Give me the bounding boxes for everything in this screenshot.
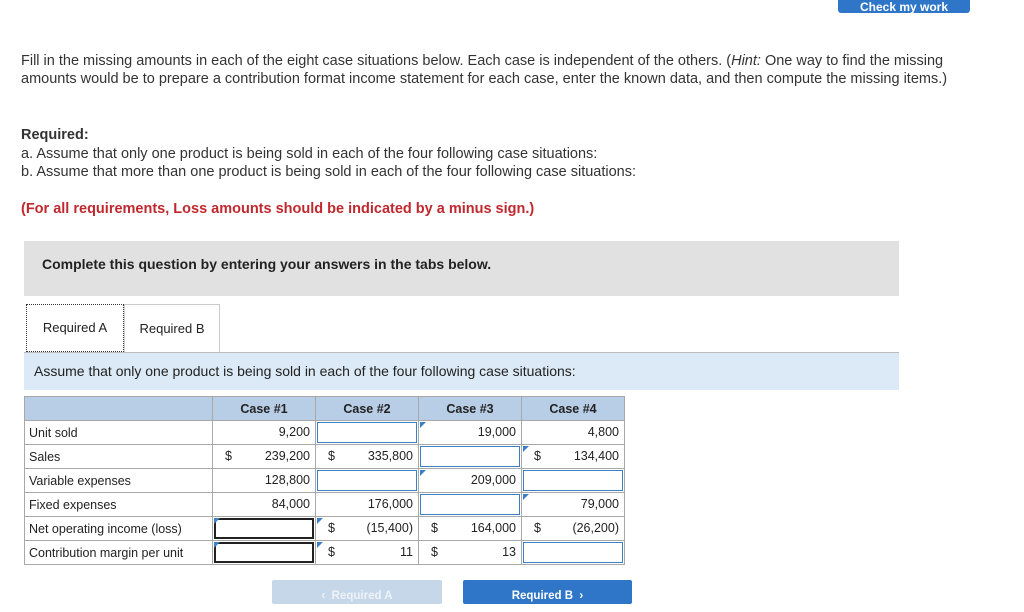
cell-value: 84,000 bbox=[271, 497, 310, 511]
input-marker-icon bbox=[317, 542, 323, 548]
prev-tab-label: Required A bbox=[331, 590, 393, 602]
answer-input-cell[interactable] bbox=[316, 421, 419, 445]
value-cell bbox=[213, 469, 316, 493]
value-cell bbox=[522, 445, 625, 469]
table-row bbox=[25, 445, 625, 469]
dollar-sign: $ bbox=[431, 521, 438, 535]
value-cell bbox=[316, 541, 419, 565]
cell-value: 79,000 bbox=[580, 497, 619, 511]
cell-value: 9,200 bbox=[278, 425, 310, 439]
input-marker-icon bbox=[420, 422, 426, 428]
value-cell bbox=[213, 493, 316, 517]
answer-input-cell[interactable] bbox=[522, 469, 625, 493]
tab-required-a[interactable]: Required A bbox=[26, 304, 124, 352]
table-row bbox=[25, 517, 625, 541]
prev-tab-button[interactable]: ‹ Required A bbox=[272, 580, 442, 604]
table-row bbox=[25, 493, 625, 517]
panel-header bbox=[24, 353, 899, 390]
answer-input[interactable] bbox=[317, 422, 417, 443]
table-row bbox=[25, 541, 625, 565]
header-case-1: Case #1 bbox=[213, 397, 316, 421]
row-label: Sales bbox=[25, 445, 213, 469]
instruction-box bbox=[24, 241, 899, 296]
row-label: Unit sold bbox=[25, 421, 213, 445]
row-label: Variable expenses bbox=[25, 469, 213, 493]
intro-text-part1: Fill in the missing amounts in each of the eight case situations below. Each case is independent of the others. ( bbox=[21, 53, 732, 69]
value-cell bbox=[419, 469, 522, 493]
cell-value: 13 bbox=[502, 545, 516, 559]
value-cell bbox=[522, 517, 625, 541]
table-header-row bbox=[25, 397, 625, 421]
row-label: Net operating income (loss) bbox=[25, 517, 213, 541]
answer-input-cell[interactable] bbox=[213, 517, 316, 541]
answer-input[interactable] bbox=[420, 494, 520, 515]
check-my-work-button[interactable]: Check my work bbox=[838, 0, 970, 13]
answer-input-cell[interactable] bbox=[419, 445, 522, 469]
header-blank bbox=[25, 397, 213, 421]
row-label: Fixed expenses bbox=[25, 493, 213, 517]
input-marker-icon bbox=[523, 494, 529, 500]
dollar-sign: $ bbox=[534, 521, 541, 535]
cell-value: (15,400) bbox=[366, 521, 413, 535]
answer-input-cell[interactable] bbox=[213, 541, 316, 565]
value-cell bbox=[316, 517, 419, 541]
requirement-a-text: a. Assume that only one product is being sold in each of the four following case situations: bbox=[21, 146, 598, 162]
case-table bbox=[24, 396, 625, 565]
answer-input[interactable] bbox=[317, 470, 417, 491]
input-marker-icon bbox=[214, 542, 220, 548]
cell-value: 239,200 bbox=[264, 449, 310, 463]
tab-required-b[interactable]: Required B bbox=[124, 304, 220, 352]
value-cell bbox=[316, 445, 419, 469]
dollar-sign: $ bbox=[225, 449, 232, 463]
answer-input-cell[interactable] bbox=[522, 541, 625, 565]
instruction-box-text: Complete this question by entering your answers in the tabs below. bbox=[42, 256, 492, 272]
required-heading: Required: bbox=[21, 127, 89, 143]
table-row bbox=[25, 469, 625, 493]
header-case-4: Case #4 bbox=[522, 397, 625, 421]
cell-value: 128,800 bbox=[264, 473, 310, 487]
input-marker-icon bbox=[420, 470, 426, 476]
cell-value: 11 bbox=[400, 545, 413, 559]
hint-label: Hint: bbox=[731, 53, 761, 69]
cell-value: 134,400 bbox=[573, 449, 619, 463]
value-cell bbox=[522, 421, 625, 445]
input-marker-icon bbox=[523, 446, 529, 452]
row-label: Contribution margin per unit bbox=[25, 541, 213, 565]
dollar-sign: $ bbox=[431, 545, 438, 559]
next-tab-button[interactable]: Required B › bbox=[463, 580, 632, 604]
value-cell bbox=[213, 445, 316, 469]
answer-input-cell[interactable] bbox=[316, 469, 419, 493]
next-tab-label: Required B bbox=[511, 590, 574, 602]
value-cell bbox=[522, 493, 625, 517]
value-cell bbox=[316, 493, 419, 517]
value-cell bbox=[419, 541, 522, 565]
table-row bbox=[25, 421, 625, 445]
cell-value: 209,000 bbox=[470, 473, 516, 487]
cell-value: (26,200) bbox=[572, 521, 619, 535]
intro-text-part2: One way to find the missing amounts would be to prepare a contribution format income statement for each case, enter the known data, and then compute the missing items.) bbox=[21, 53, 948, 87]
answer-input[interactable] bbox=[214, 518, 314, 539]
dollar-sign: $ bbox=[328, 545, 335, 559]
input-marker-icon bbox=[317, 518, 323, 524]
answer-input[interactable] bbox=[420, 446, 520, 467]
answer-input[interactable] bbox=[523, 470, 623, 491]
panel-header-text: Assume that only one product is being sold in each of the four following case situations: bbox=[34, 363, 576, 379]
input-marker-icon bbox=[214, 518, 220, 524]
cell-value: 335,800 bbox=[367, 449, 413, 463]
intro-text bbox=[21, 52, 981, 88]
dollar-sign: $ bbox=[328, 449, 335, 463]
answer-input[interactable] bbox=[214, 542, 314, 563]
answer-input[interactable] bbox=[523, 542, 623, 563]
cell-value: 4,800 bbox=[587, 425, 619, 439]
header-case-3: Case #3 bbox=[419, 397, 522, 421]
cell-value: 176,000 bbox=[367, 497, 413, 511]
loss-note: (For all requirements, Loss amounts should be indicated by a minus sign.) bbox=[21, 201, 535, 217]
answer-input-cell[interactable] bbox=[419, 493, 522, 517]
cell-value: 19,000 bbox=[477, 425, 516, 439]
value-cell bbox=[213, 421, 316, 445]
value-cell bbox=[419, 517, 522, 541]
cell-value: 164,000 bbox=[470, 521, 516, 535]
header-case-2: Case #2 bbox=[316, 397, 419, 421]
dollar-sign: $ bbox=[328, 521, 335, 535]
dollar-sign: $ bbox=[534, 449, 541, 463]
value-cell bbox=[419, 421, 522, 445]
requirement-b-text: b. Assume that more than one product is being sold in each of the four following case situations: bbox=[21, 164, 637, 180]
